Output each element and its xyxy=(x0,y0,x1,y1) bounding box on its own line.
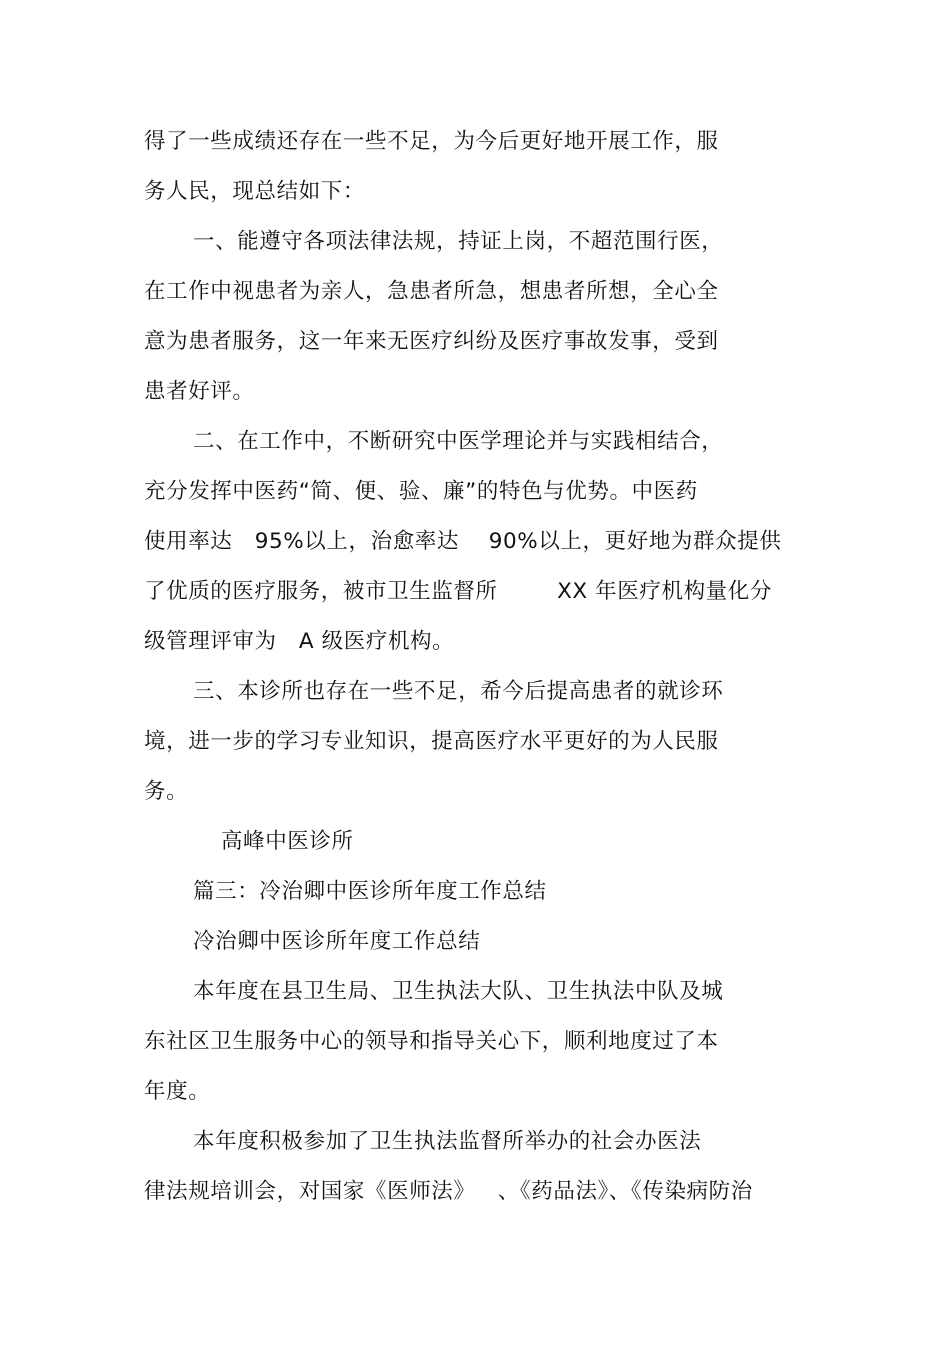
body-text-line: 意为患者服务，这一年来无医疗纠纷及医疗事故发事，受到 xyxy=(144,329,719,354)
clinic-signature: 高峰中医诊所 xyxy=(221,829,354,854)
body-text-line: 在工作中视患者为亲人，急患者所急，想患者所想，全心全 xyxy=(144,279,719,304)
body-text-line: 境，进一步的学习专业知识，提高医疗水平更好的为人民服 xyxy=(144,729,719,754)
paragraph-three-start: 三、本诊所也存在一些不足，希今后提高患者的就诊环 xyxy=(193,679,724,704)
paragraph-four-start: 本年度在县卫生局、卫生执法大队、卫生执法中队及城 xyxy=(193,979,724,1004)
body-text-line: 年度。 xyxy=(144,1079,211,1104)
body-text-line: 务人民，现总结如下： xyxy=(144,179,366,204)
body-text-line: 充分发挥中医药“简、便、验、廉”的特色与优势。中医药 xyxy=(144,479,698,504)
paragraph-one-start: 一、能遵守各项法律法规，持证上岗，不超范围行医， xyxy=(193,229,724,254)
document-title: 冷治卿中医诊所年度工作总结 xyxy=(193,929,481,954)
body-text-line: 了优质的医疗服务，被市卫生监督所 XX 年医疗机构量化分 xyxy=(144,579,772,604)
section-heading: 篇三：冷治卿中医诊所年度工作总结 xyxy=(193,879,547,904)
body-text-line: 患者好评。 xyxy=(144,379,255,404)
body-text-line: 级管理评审为 A 级医疗机构。 xyxy=(144,629,455,654)
body-text-line: 律法规培训会，对国家《医师法》 、《药品法》、《传染病防治 xyxy=(144,1179,753,1204)
paragraph-two-start: 二、在工作中，不断研究中医学理论并与实践相结合， xyxy=(193,429,724,454)
body-text-line: 得了一些成绩还存在一些不足，为今后更好地开展工作，服 xyxy=(144,129,719,154)
body-text-line: 务。 xyxy=(144,779,189,804)
body-text-line: 使用率达 95%以上，治愈率达 90%以上，更好地为群众提供 xyxy=(144,529,782,554)
body-text-line: 东社区卫生服务中心的领导和指导关心下，顺利地度过了本 xyxy=(144,1029,719,1054)
paragraph-five-start: 本年度积极参加了卫生执法监督所举办的社会办医法 xyxy=(193,1129,702,1154)
